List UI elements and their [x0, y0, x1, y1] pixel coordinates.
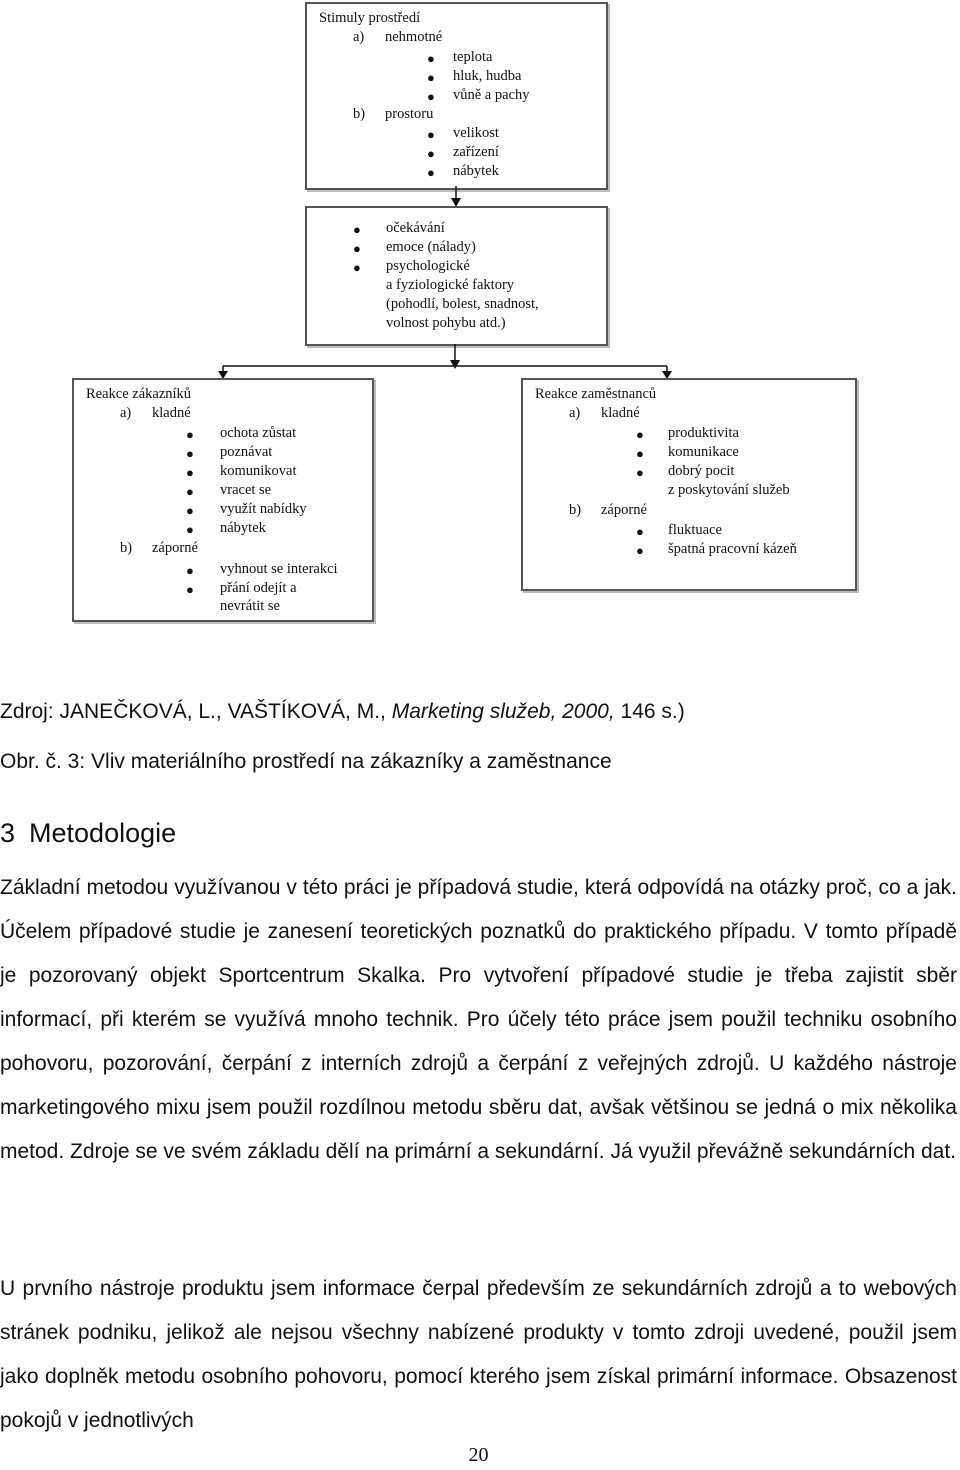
bullet-icon: ● — [186, 484, 194, 499]
customer-b-marker: b) — [120, 540, 133, 556]
bullet-icon: ● — [427, 89, 435, 104]
employee-a-marker: a) — [569, 405, 581, 421]
customer-b-label: záporné — [152, 540, 198, 556]
bullet-icon: ● — [636, 446, 644, 461]
customer-a-item: poznávat — [220, 444, 273, 460]
employee-a-item: produktivita — [668, 425, 739, 441]
bullet-icon: ● — [427, 51, 435, 66]
customer-a-item: využít nabídky — [220, 501, 307, 517]
paragraph: Základní metodou využívanou v této práci je případová studie, která odpovídá na otázky proč, co a jak. Účelem případové studie je zanesení teoretických poznatků do praktického případu. V tomto případě je pozorovaný objekt Sportcentrum Skalka. Pro vytvoření případové studie je třeba zajistit sběr informací, při kterém se využívá mnoho technik. Pro účely této práce jsem použil techniku osobního pohovoru, pozorování, čerpání z interních zdrojů a čerpání z veřejných zdrojů. U každého nástroje marketingového mixu jsem použil rozdílnou metodu sběru dat, avšak většinou se jedná o mix několika metod. Zdroje se ve svém základu dělí na primární a sekundární. Já využil převážně sekundárních dat. — [0, 876, 957, 1163]
internal-item: volnost pohybu atd.) — [386, 315, 506, 331]
bullet-icon: ● — [427, 70, 435, 85]
bullet-icon: ● — [186, 522, 194, 537]
employee-b-label: záporné — [601, 502, 647, 518]
source-suffix: 146 s.) — [614, 700, 685, 723]
employee-a-label: kladné — [601, 405, 640, 421]
internal-item: psychologické — [386, 258, 470, 274]
bullet-icon: ● — [427, 127, 435, 142]
internal-item: (pohodlí, bolest, snadnost, — [386, 296, 539, 312]
employee-a-item: z poskytování služeb — [668, 482, 790, 498]
employee-b-item: špatná pracovní kázeň — [668, 541, 797, 557]
bullet-icon: ● — [353, 260, 361, 275]
customer-a-item: komunikovat — [220, 463, 297, 479]
arrow-down-icon — [448, 186, 464, 208]
customer-reactions-box — [72, 378, 374, 622]
bullet-icon: ● — [186, 465, 194, 480]
bullet-icon: ● — [636, 543, 644, 558]
employee-a-item: komunikace — [668, 444, 739, 460]
bullet-icon: ● — [353, 222, 361, 237]
stimuli-b-item: zařízení — [453, 144, 499, 160]
branch-connector — [210, 344, 680, 380]
internal-item: a fyziologické faktory — [386, 277, 515, 293]
customer-b-item: vyhnout se interakci — [220, 561, 338, 577]
employee-title: Reakce zaměstnanců — [535, 386, 657, 402]
bullet-icon: ● — [353, 241, 361, 256]
bullet-icon: ● — [636, 465, 644, 480]
bullet-icon: ● — [427, 146, 435, 161]
section-number: 3 — [0, 818, 16, 848]
employee-b-marker: b) — [569, 502, 582, 518]
stimuli-b-marker: b) — [353, 106, 366, 122]
bullet-icon: ● — [636, 427, 644, 442]
bullet-icon: ● — [186, 563, 194, 578]
figure-source — [0, 700, 685, 724]
stimuli-a-item: hluk, hudba — [453, 68, 522, 84]
bullet-icon: ● — [186, 503, 194, 518]
stimuli-title: Stimuly prostředí — [319, 10, 421, 26]
bullet-icon: ● — [186, 582, 194, 597]
customer-a-item: nábytek — [220, 520, 266, 536]
customer-title: Reakce zákazníků — [86, 386, 192, 402]
internal-responses-box — [305, 206, 608, 346]
bullet-icon: ● — [427, 165, 435, 180]
page-number: 20 — [468, 1444, 489, 1466]
figure-caption: Obr. č. 3: Vliv materiálního prostředí na zákazníky a zaměstnance — [0, 750, 612, 773]
stimuli-a-item: vůně a pachy — [453, 87, 530, 103]
stimuli-b-label: prostoru — [385, 106, 434, 122]
employee-b-item: fluktuace — [668, 522, 722, 538]
section-title: Metodologie — [29, 818, 177, 848]
customer-a-item: ochota zůstat — [220, 425, 297, 441]
stimuli-a-marker: a) — [353, 29, 365, 45]
employee-a-item: dobrý pocit — [668, 463, 735, 479]
source-prefix: Zdroj: JANEČKOVÁ, L., VAŠTÍKOVÁ, M., — [0, 700, 392, 723]
stimuli-b-item: velikost — [453, 125, 499, 141]
employee-reactions-box — [521, 378, 857, 591]
customer-a-marker: a) — [120, 405, 132, 421]
stimuli-box — [305, 2, 608, 190]
stimuli-a-item: teplota — [453, 49, 493, 65]
bullet-icon: ● — [636, 524, 644, 539]
customer-a-item: vracet se — [220, 482, 272, 498]
bullet-icon: ● — [186, 427, 194, 442]
internal-item: emoce (nálady) — [386, 239, 476, 255]
stimuli-b-item: nábytek — [453, 163, 499, 179]
internal-item: očekávání — [386, 220, 445, 236]
customer-b-item: přání odejít a — [220, 580, 297, 596]
customer-b-item: nevrátit se — [220, 598, 280, 614]
paragraph: U prvního nástroje produktu jsem informace čerpal především ze sekundárních zdrojů a to webových stránek podniku, jelikož ale nejsou všechny nabízené produkty v tomto zdroji uvedené, použil jsem jako doplněk metodu osobního pohovoru, pomocí kterého jsem získal primární informace. Obsazenost pokojů v jednotlivých — [0, 1277, 957, 1432]
source-title: Marketing služeb, 2000, — [391, 700, 615, 723]
stimuli-a-label: nehmotné — [385, 29, 443, 45]
bullet-icon: ● — [186, 446, 194, 461]
section-heading — [0, 818, 176, 849]
customer-a-label: kladné — [152, 405, 191, 421]
